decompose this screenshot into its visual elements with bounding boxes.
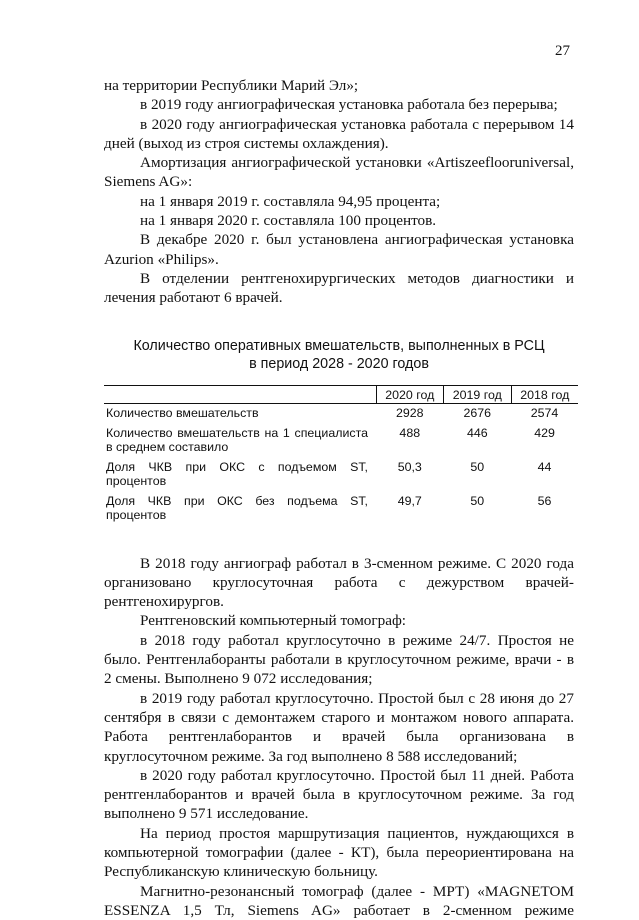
bottom-section — [104, 554, 574, 920]
paragraph: в 2019 году ангиографическая установка работала без перерыва; — [140, 96, 558, 114]
table-title-line: Количество оперативных вмешательств, выполненных в РСЦ — [133, 337, 545, 354]
paragraph: в 2020 году ангиографическая установка работала с перерывом 14 дней (выход из строя системы охлаждения). — [104, 115, 574, 152]
paragraph: В отделении рентгенохирургических методов диагностики и лечения работают 6 врачей. — [104, 269, 574, 307]
page-number: 27 — [555, 43, 570, 59]
paragraph: в 2020 году работал круглосуточно. Простой был 11 дней. Работа рентгенлаборантов и врачей была в круглосуточном режиме. За год выполнено 9 571 исследование. — [104, 766, 574, 823]
paragraph: Рентгеновский компьютерный томограф: — [140, 612, 407, 630]
row-label: Количество вмешательств на 1 специалиста в среднем составило — [106, 425, 368, 455]
table-header-cell: 2018 год — [511, 385, 578, 404]
table-cell: 50 — [470, 459, 485, 474]
table-row — [104, 458, 578, 492]
row-label: Доля ЧКВ при ОКС без подъема ST, процентов — [106, 493, 368, 523]
row-label: Количество вмешательств — [106, 406, 259, 421]
table-row — [104, 404, 578, 424]
paragraph: В 2018 году ангиограф работал в 3-сменном режиме. С 2020 года организовано круглосуточная работа с дежурством врачей-рентгенохирургов. — [104, 554, 574, 611]
paragraph: в 2018 году работал круглосуточно в режиме 24/7. Простоя не было. Рентгенлаборанты работали в круглосуточном режиме, врачи - в 2 смены. Выполнено 9 072 исследования; — [104, 631, 574, 688]
paragraph: На период простоя маршрутизация пациентов, нуждающихся в компьютерной томографии (далее - КТ), была переориентирована на Республиканскую клиническую больницу. — [104, 824, 574, 881]
table-cell: 446 — [466, 425, 488, 440]
table-header-cell: 2020 год — [376, 385, 444, 404]
interventions-table — [104, 385, 578, 526]
table-header-row — [104, 385, 578, 404]
table-header-cell — [104, 385, 376, 404]
table-cell: 44 — [537, 459, 552, 474]
table-cell: 50,3 — [397, 459, 422, 474]
paragraph: на территории Республики Марий Эл»; — [104, 77, 359, 94]
paragraph: В декабре 2020 г. был установлена ангиографическая установка Azurion «Philips». — [104, 231, 574, 268]
top-section — [104, 76, 574, 308]
table-title — [104, 337, 574, 373]
table-cell: 2574 — [530, 406, 559, 421]
table-cell: 56 — [537, 493, 552, 508]
paragraph: на 1 января 2019 г. составляла 94,95 процента; — [140, 192, 441, 210]
paragraph: Магнитно-резонансный томограф (далее - МРТ) «MAGNETOM ESSENZA 1,5 Тл, Siemens AG» работает в 2-сменном режиме — [104, 882, 574, 919]
table-row — [104, 492, 578, 526]
table-cell: 2676 — [463, 406, 492, 421]
table-cell: 488 — [399, 425, 421, 440]
document-body — [104, 76, 574, 920]
row-label: Доля ЧКВ при ОКС с подъемом ST, процентов — [106, 459, 368, 489]
table-cell: 2928 — [395, 406, 424, 421]
paragraph: в 2019 году работал круглосуточно. Простой был с 28 июня до 27 сентября в связи с демонтажем старого и монтажом нового аппарата. Работа рентгенлаборантов и врачей была организована в круглосуточном режиме. За год выполнено 8 588 исследований; — [104, 689, 574, 765]
paragraph: Амортизация ангиографической установки «Artiszeefloоruniversal, Siemens AG»: — [104, 154, 574, 191]
table-cell: 50 — [470, 493, 485, 508]
table-header-cell: 2019 год — [444, 385, 512, 404]
table-cell: 429 — [534, 425, 555, 440]
table-cell: 49,7 — [397, 493, 422, 508]
paragraph: на 1 января 2020 г. составляла 100 процентов. — [140, 212, 437, 230]
table-row — [104, 424, 578, 458]
table-title-line: в период 2028 - 2020 годов — [249, 355, 429, 372]
